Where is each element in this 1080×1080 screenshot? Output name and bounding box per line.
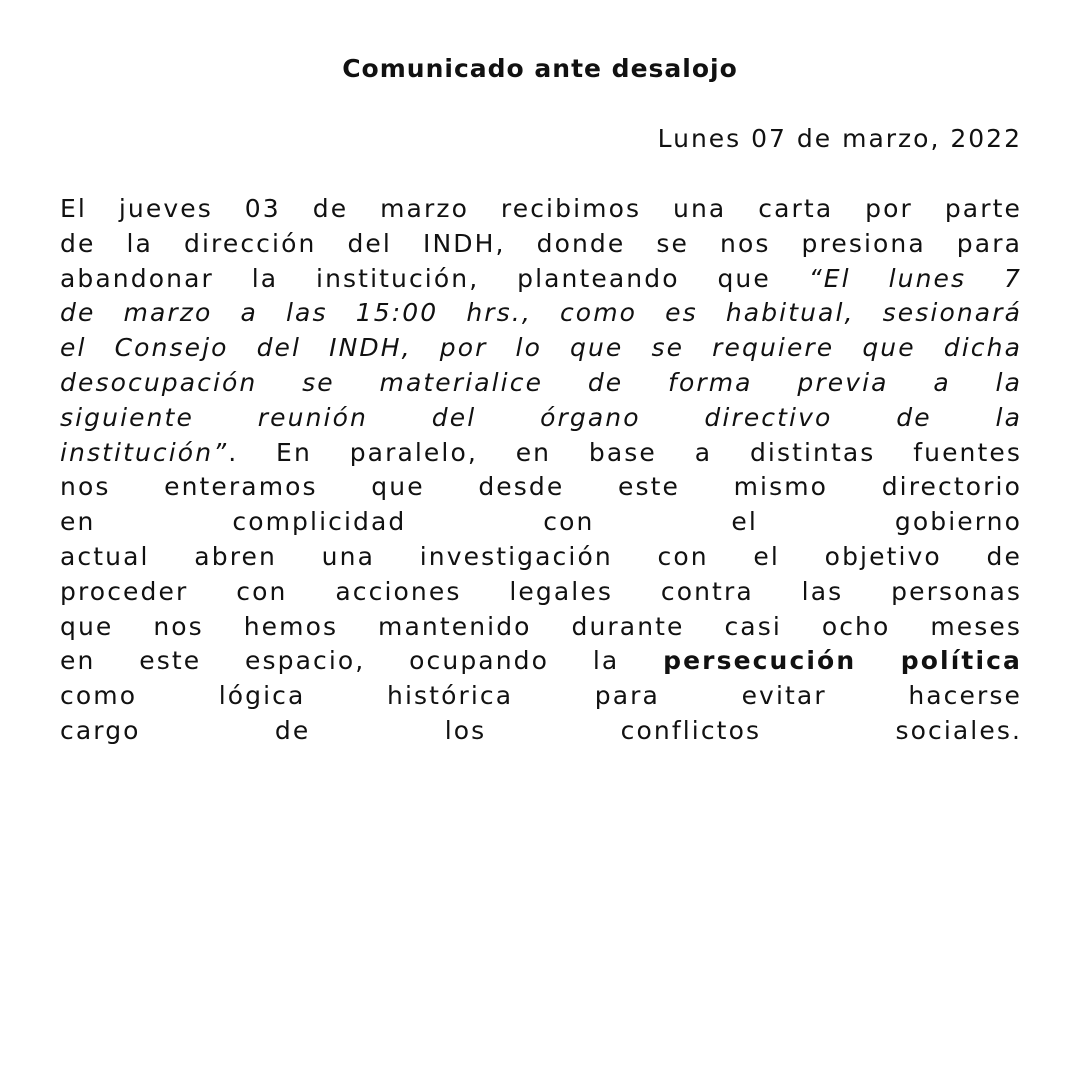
body-line bbox=[60, 401, 1022, 436]
body-line bbox=[60, 505, 1022, 540]
body-line bbox=[60, 296, 1022, 331]
body-line bbox=[60, 192, 1022, 227]
body-text-segment: de la dirección del INDH, donde se nos presiona para bbox=[60, 228, 1022, 258]
body-line bbox=[60, 366, 1022, 401]
body-line bbox=[60, 714, 1022, 749]
body-line bbox=[60, 227, 1022, 262]
quoted-text: de marzo a las 15:00 hrs., como es habitual, sesionará bbox=[60, 298, 1022, 328]
body-text-segment: actual abren una investigación con el objetivo de bbox=[60, 541, 1022, 571]
body-text-segment: proceder con acciones legales contra las personas bbox=[60, 576, 1022, 606]
body-text-segment: abandonar la institución, planteando que bbox=[60, 263, 809, 293]
body-line bbox=[60, 470, 1022, 505]
quoted-text: desocupación se materialice de forma previa a la bbox=[60, 367, 1022, 397]
body-line bbox=[60, 679, 1022, 714]
body-line bbox=[60, 262, 1022, 297]
quoted-text: siguiente reunión del órgano directivo de la bbox=[60, 402, 1022, 432]
body-line bbox=[60, 644, 1022, 679]
body-line bbox=[60, 610, 1022, 645]
body-line bbox=[60, 540, 1022, 575]
body-text-segment: . En paralelo, en base a distintas fuentes bbox=[228, 437, 1022, 467]
body-text-segment: en complicidad con el gobierno bbox=[60, 507, 1022, 537]
body-text-segment: El jueves 03 de marzo recibimos una carta por parte bbox=[60, 194, 1022, 223]
quoted-text: institución” bbox=[60, 437, 229, 467]
body-text-segment: cargo de los conflictos sociales. bbox=[60, 715, 1022, 745]
body-text-segment: en este espacio, ocupando la bbox=[60, 646, 664, 676]
body-text-segment: nos enteramos que desde este mismo directorio bbox=[60, 472, 1022, 502]
document-title: Comunicado ante desalojo bbox=[342, 54, 738, 83]
body-line bbox=[60, 575, 1022, 610]
body-line bbox=[60, 436, 1022, 471]
quoted-text: “El lunes 7 bbox=[808, 263, 1022, 293]
body-text-segment: que nos hemos mantenido durante casi ocho meses bbox=[60, 611, 1022, 641]
body-text-segment: como lógica histórica para evitar hacerse bbox=[60, 681, 1022, 711]
document-date: Lunes 07 de marzo, 2022 bbox=[657, 124, 1022, 153]
body-line bbox=[60, 331, 1022, 366]
emphasis-text: persecución política bbox=[663, 646, 1022, 676]
quoted-text: el Consejo del INDH, por lo que se requiere que dicha bbox=[60, 333, 1022, 363]
document-body bbox=[60, 192, 1022, 749]
